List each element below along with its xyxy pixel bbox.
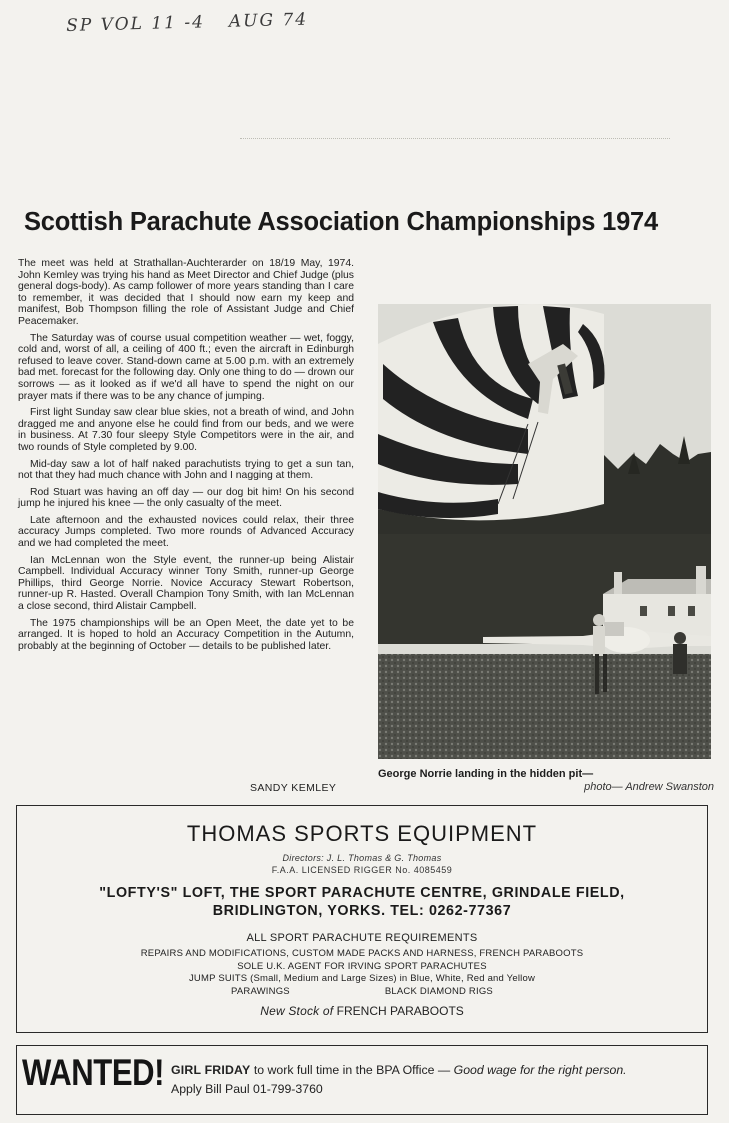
- wanted-contact: Apply Bill Paul 01-799-3760: [171, 1082, 323, 1096]
- handwritten-date: AUG 74: [228, 9, 309, 32]
- article-paragraph: The Saturday was of course usual competition weather — wet, foggy, cold and, worst of all, a ceiling of 400 ft.; even the aircraft in Edinburgh refused to leave cover. Stand-down came at 5.00 p.m. with an extremely bad met. forecast for the following day. Only one thing to do — drown our sorrows — as it looked as if we'd all have to spend the night on our prayer mats if there was to be any chance of jumping.: [18, 332, 354, 402]
- article-paragraph: Rod Stuart was having an off day — our dog bit him! On his second jump he injured his knee — the only casualty of the meet.: [18, 486, 354, 510]
- article-title: Scottish Parachute Association Championships 1974: [24, 208, 659, 236]
- photo-credit-name: Andrew Swanston: [625, 781, 714, 793]
- handwritten-issue-note: [66, 9, 332, 36]
- advert-service-item: JUMP SUITS (Small, Medium and Large Sizes) in Blue, White, Red and Yellow: [188, 973, 535, 984]
- advert-service-list: [17, 948, 707, 998]
- photo-caption-block: [378, 768, 714, 793]
- article-paragraph: The meet was held at Strathallan-Auchterarder on 18/19 May, 1974. John Kemley was trying his hand as Meet Director and Chief Judge (plus general dogs-body). As camp follower of more years standing than I care to remember, it was decided that I should now earn my keep and manifest, Bob Thompson filling the role of Assistant Judge and Chief Peacemaker.: [18, 258, 354, 327]
- advert-parawings: PARAWINGS: [231, 985, 290, 997]
- advert-black-diamond: BLACK DIAMOND RIGS: [384, 985, 493, 997]
- advert-address-line-1: "LOFTY'S" LOFT, THE SPORT PARACHUTE CENTRE, GRINDALE FIELD,: [99, 885, 625, 901]
- advert-service-pair: [17, 986, 707, 999]
- advert-service-item: SOLE U.K. AGENT FOR IRVING SPORT PARACHUTES: [237, 960, 487, 972]
- thomas-sports-advert: [16, 805, 708, 1033]
- article-paragraph: Ian McLennan won the Style event, the runner-up being Alistair Campbell. Individual Accuracy winner Tony Smith, runner-up George Phillips, third George Norrie. Novice Accuracy Stewart Robertson, runner-up R. Hasted. Overall Champion Tony Smith, with Ian McLennan a close second, third Alistair Campbell.: [18, 554, 354, 613]
- wanted-role: GIRL FRIDAY: [171, 1063, 251, 1077]
- advert-faa-licence: F.A.A. LICENSED RIGGER No. 4085459: [271, 865, 453, 875]
- advert-new-stock: [17, 1004, 707, 1018]
- photo-credit-prefix: photo—: [584, 781, 623, 793]
- advert-new-stock-item: FRENCH PARABOOTS: [336, 1004, 464, 1018]
- article-paragraph: First light Sunday saw clear blue skies, not a breath of wind, and John dragged me and anyone else he could find from our beds, and we were in business. At 7.30 four sleepy Style Competitors were in the air, and two rounds of Style completed by 9.00.: [18, 407, 354, 453]
- advert-directors: Directors: J. L. Thomas & G. Thomas: [282, 853, 442, 863]
- advert-new-stock-italic: New Stock of: [260, 1004, 334, 1018]
- article-paragraph: Mid-day saw a lot of half naked parachutists trying to get a sun tan, not that they had much chance with John and I nagging at them.: [18, 458, 354, 482]
- wanted-wage: Good wage for the right person.: [453, 1063, 627, 1077]
- photo-caption: George Norrie landing in the hidden pit—: [378, 768, 594, 780]
- advert-address: [17, 884, 707, 920]
- advert-company-name: THOMAS SPORTS EQUIPMENT: [186, 821, 538, 846]
- photo-credit: [378, 781, 714, 793]
- article-body: [18, 258, 354, 657]
- handwritten-volume: SP VOL 11 -4: [66, 12, 206, 36]
- wanted-description: to work full time in the BPA Office —: [253, 1063, 451, 1077]
- parachute-landing-photo: [378, 304, 711, 759]
- page-fold-line: [240, 138, 670, 139]
- advert-service-item: REPAIRS AND MODIFICATIONS, CUSTOM MADE PACKS AND HARNESS, FRENCH PARABOOTS: [140, 948, 584, 959]
- advert-requirements: ALL SPORT PARACHUTE REQUIREMENTS: [246, 932, 478, 944]
- wanted-line-1: [171, 1063, 627, 1077]
- article-paragraph: The 1975 championships will be an Open Meet, the date yet to be arranged. It is hoped to hold an Accuracy Competition in the Autumn, probably at the beginning of October — details to be published later.: [18, 617, 354, 652]
- advert-address-line-2: BRIDLINGTON, YORKS. TEL: 0262-77367: [212, 903, 512, 919]
- wanted-advert: [16, 1045, 708, 1115]
- article-paragraph: Late afternoon and the exhausted novices could relax, their three accuracy Jumps completed. Two more rounds of Advanced Accuracy and we had completed the meet.: [18, 514, 354, 550]
- article-byline: SANDY KEMLEY: [250, 782, 337, 794]
- wanted-headline: WANTED!: [22, 1052, 165, 1093]
